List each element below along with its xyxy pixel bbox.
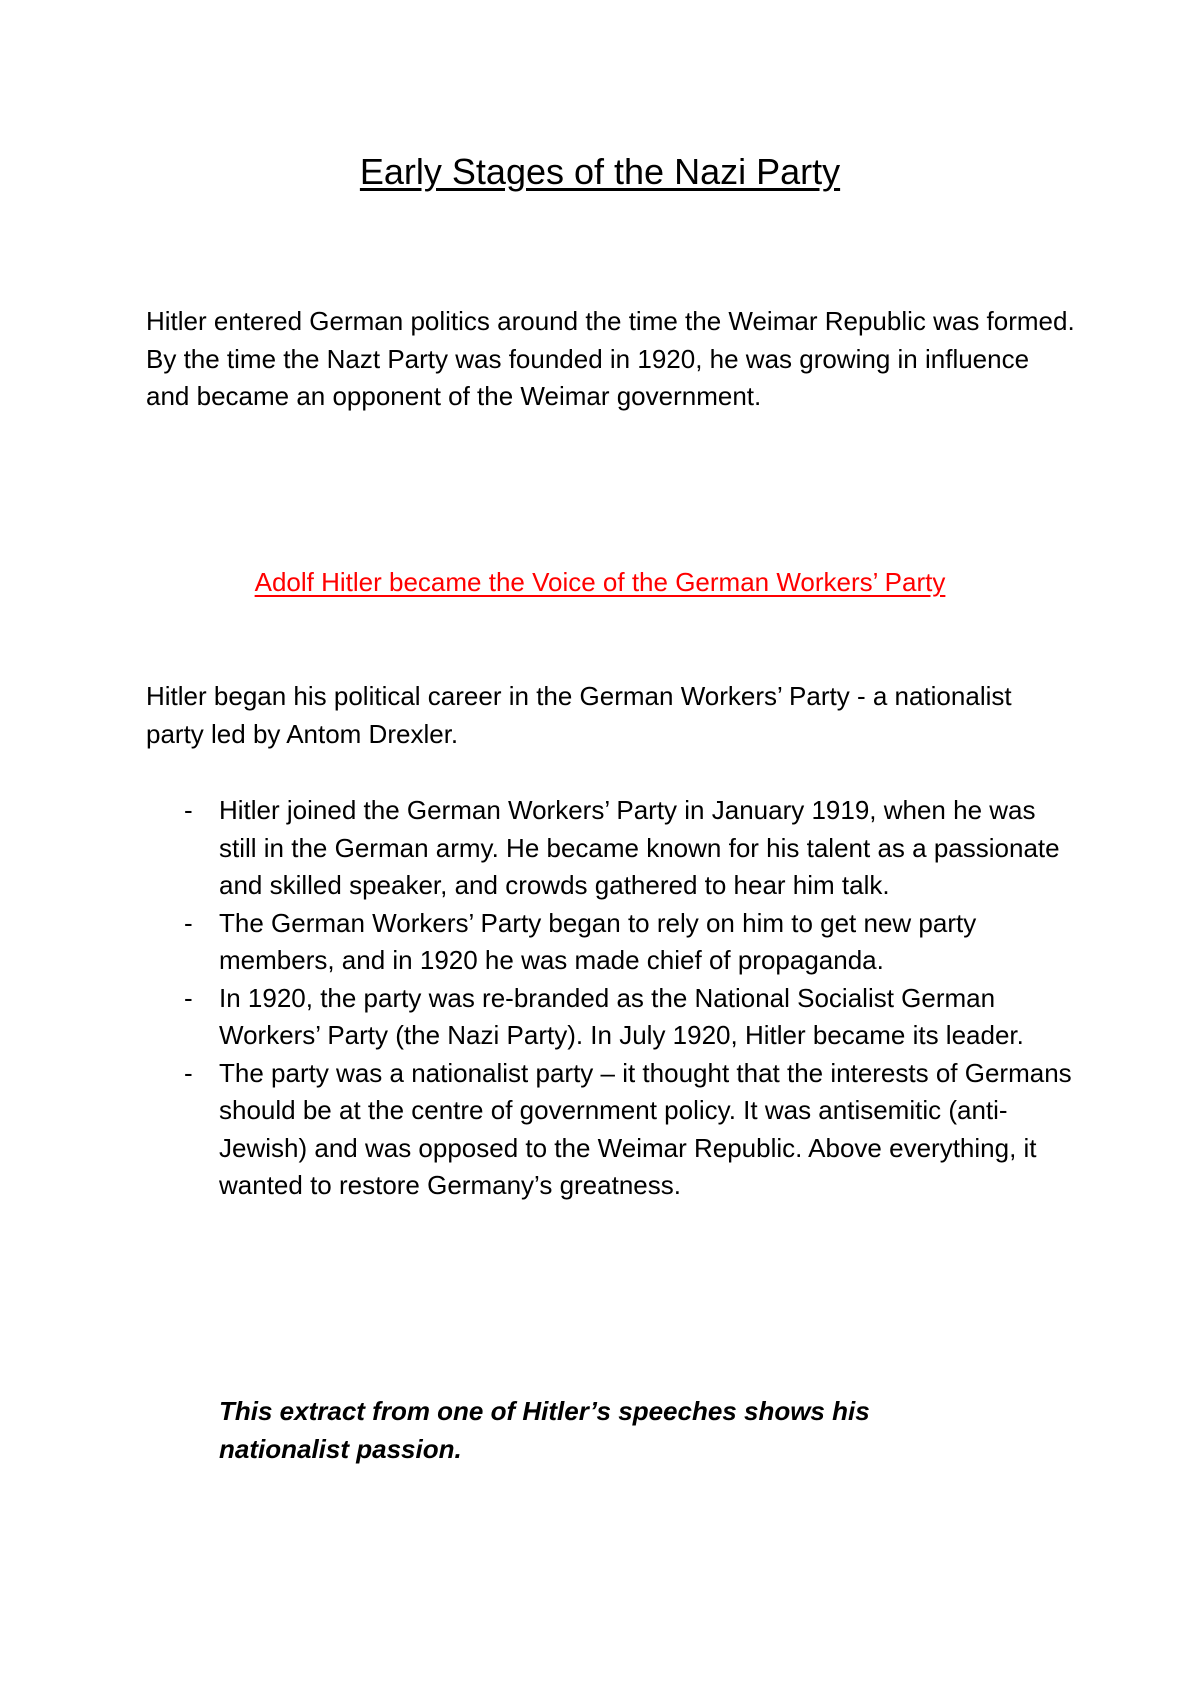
bullet-item — [146, 792, 1076, 905]
bullet-text: The German Workers’ Party began to rely on him to get new party members, and in 1920 he was made chief of propaganda. — [219, 907, 977, 975]
dash-bullet-icon: - — [184, 795, 193, 825]
dash-bullet-icon: - — [184, 1057, 193, 1088]
bullet-item — [146, 980, 1076, 1055]
dash-bullet-icon: - — [184, 907, 193, 938]
bullet-text: Hitler joined the German Workers’ Party in January 1919, when he was still in the German army. He became known for his talent as a passionate and skilled speaker, and crowds gathered to hear him talk. — [219, 795, 1060, 900]
intro-paragraph: Hitler entered German politics around the time the Weimar Republic was formed. By the time the Nazt Party was founded in 1920, he was growing in influence and became an opponent of the Weimar government. — [146, 306, 1075, 411]
emphasis-text: This extract from one of Hitler’s speeches shows his nationalist passion. — [219, 1396, 870, 1464]
section-subheading: Adolf Hitler became the Voice of the German Workers’ Party — [254, 567, 946, 597]
career-paragraph: Hitler began his political career in the German Workers’ Party - a nationalist party led by Antom Drexler. — [146, 681, 1012, 749]
bullet-item — [146, 1055, 1076, 1205]
dash-bullet-icon: - — [184, 982, 193, 1013]
bullet-text: In 1920, the party was re-branded as the National Socialist German Workers’ Party (the Nazi Party). In July 1920, Hitler became its leader. — [219, 982, 1024, 1050]
bullet-text: The party was a nationalist party – it thought that the interests of Germans should be at the centre of government policy. It was antisemitic (anti-Jewish) and was opposed to the Weimar Republic. Above everything, it wanted to restore Germany’s greatness. — [219, 1057, 1072, 1200]
bullet-item — [146, 905, 1076, 980]
document-title: Early Stages of the Nazi Party — [359, 151, 841, 192]
bullet-list — [146, 792, 1076, 1205]
